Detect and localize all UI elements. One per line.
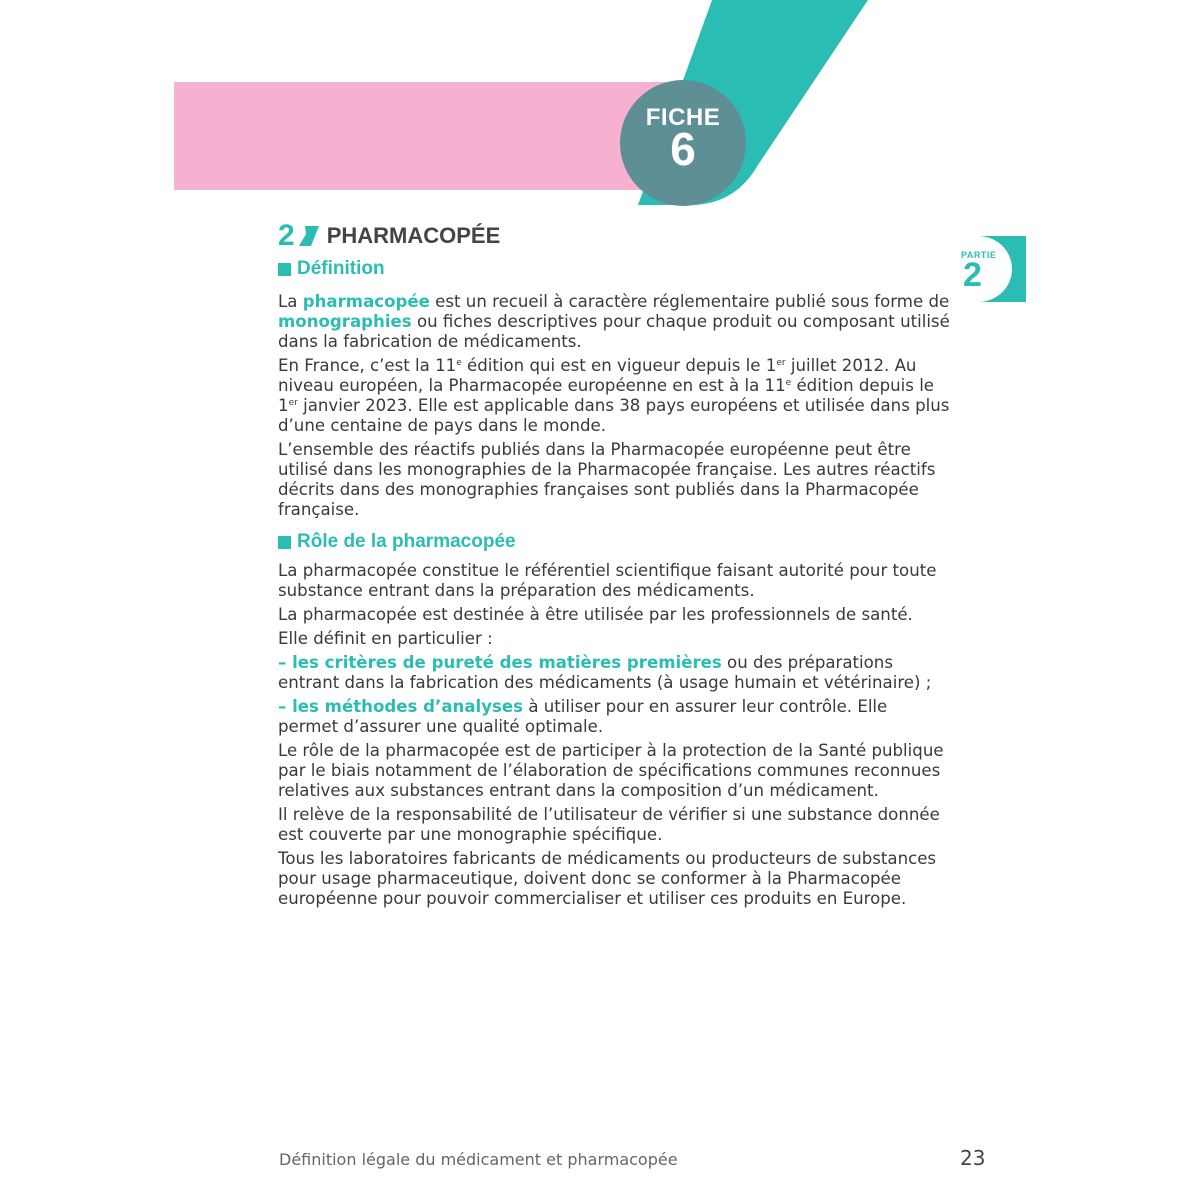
paragraph: Tous les laboratoires fabricants de médicaments ou producteurs de substances pour usage pharmaceutique, doivent donc se conformer à la Pharmacopée européenne pour pouvoir commercialiser et utiliser ces produits en Europe.	[278, 849, 937, 908]
paragraph: En France, c’est la 11e édition qui est en vigueur depuis le 1er juillet 2012. Au niveau européen, la Pharmacopée européenne en est à la 11e édition depuis le 1er janvier 2023. Elle est applicable dans 38 pays européens et utilisée dans plus d’une centaine de pays dans le monde.	[278, 356, 950, 435]
section-slash-icon	[297, 224, 319, 248]
section-number: 2	[278, 219, 295, 252]
role-body	[278, 561, 950, 913]
page-number: 23	[960, 1146, 986, 1170]
square-bullet-icon	[278, 263, 291, 276]
subheading-text: Définition	[297, 258, 385, 279]
fiche-badge	[620, 80, 746, 206]
partie-number: 2	[963, 256, 982, 294]
section-heading: PHARMACOPÉE	[326, 223, 501, 248]
subheading-text: Rôle de la pharmacopée	[297, 531, 516, 552]
paragraph: La pharmacopée constitue le référentiel scientifique faisant autorité pour toute substance entrant dans la préparation des médicaments.	[278, 561, 937, 600]
subheading-role	[278, 531, 516, 553]
fiche-label: FICHE	[645, 104, 721, 131]
paragraph: Le rôle de la pharmacopée est de participer à la protection de la Santé publique par le biais notamment de l’élaboration de spécifications communes reconnues relatives aux substances entrant dans la composition d’un médicament.	[278, 741, 944, 800]
section-title	[278, 219, 500, 253]
paragraph: Elle définit en particulier :	[278, 629, 493, 648]
fiche-number: 6	[670, 123, 696, 175]
subheading-definition	[278, 258, 385, 280]
paragraph: La pharmacopée est un recueil à caractère réglementaire publié sous forme de monographies ou fiches descriptives pour chaque produit ou composant utilisé dans la fabrication de médicaments.	[278, 292, 950, 351]
header-teal-stripe	[0, 0, 1200, 240]
paragraph: L’ensemble des réactifs publiés dans la Pharmacopée européenne peut être utilisé dans les monographies de la Pharmacopée française. Les autres réactifs décrits dans des monographies françaises sont publiés dans la Pharmacopée française.	[278, 440, 936, 519]
running-footer-title: Définition légale du médicament et pharmacopée	[279, 1150, 678, 1169]
definition-body	[278, 292, 950, 524]
paragraph: Il relève de la responsabilité de l’utilisateur de vérifier si une substance donnée est couverte par une monographie spécifique.	[278, 805, 940, 844]
paragraph: La pharmacopée est destinée à être utilisée par les professionnels de santé.	[278, 605, 913, 624]
square-bullet-icon	[278, 536, 291, 549]
partie-label: PARTIE	[961, 250, 997, 260]
list-item: – les méthodes d’analyses à utiliser pour en assurer leur contrôle. Elle permet d’assurer une qualité optimale.	[278, 697, 888, 736]
partie-tab-shape	[950, 236, 1028, 302]
list-item: – les critères de pureté des matières premières ou des préparations entrant dans la fabrication des médicaments (à usage humain et vétérinaire) ;	[278, 653, 932, 692]
